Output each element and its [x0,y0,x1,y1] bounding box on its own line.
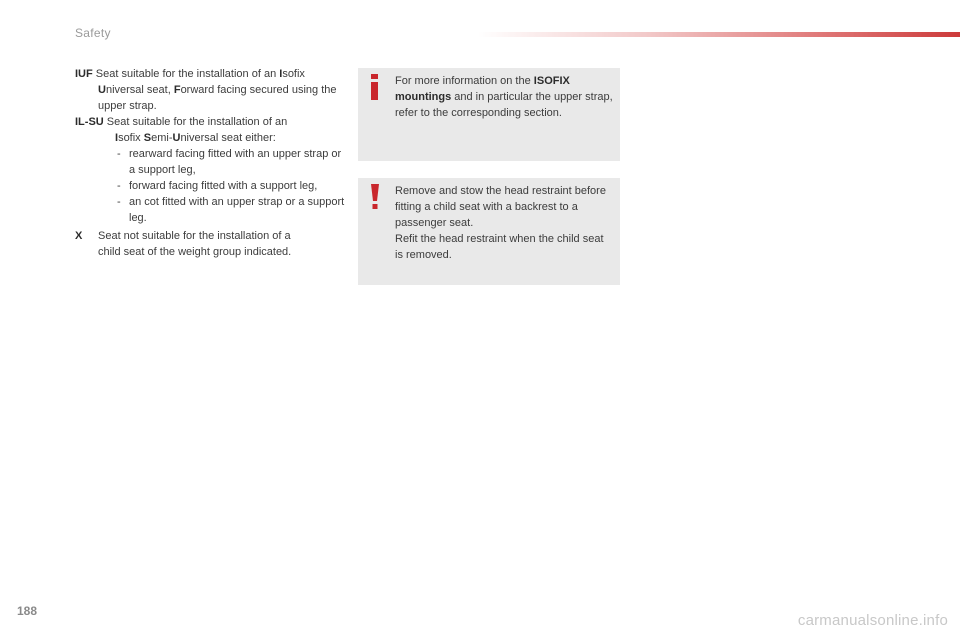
exclamation-icon [368,184,382,210]
legend-code: X [75,230,83,242]
watermark: carmanualsonline.info [797,612,948,629]
legend-entry-ilsu: IL-SU Seat suitable for the installation of an Isofix Semi-Universal seat either: - rearward facing fitted with an upper strap or a support leg, - forward facing fitted with a support leg, - an cot fitted with an upper strap or a support leg. [75,114,345,226]
warning-box [358,178,620,285]
warning-text: Remove and stow the head restraint before fitting a child seat with a backrest to a passenger seat. Refit the head restraint when the child seat is removed. [395,185,606,261]
legend-code: IUF [75,68,93,80]
section-title: Safety [75,26,111,40]
legend-entry-x: X Seat not suitable for the installation of a child seat of the weight group indicated. [75,230,292,258]
legend-entry-iuf: IUF Seat suitable for the installation of an Isofix Universal seat, Forward facing secured using the upper strap. [75,68,337,112]
list-item: - forward facing fitted with a support leg, [115,178,345,194]
list-item: - rearward facing fitted with an upper strap or a support leg, [115,146,345,178]
page-number: 188 [17,604,38,618]
list-item: - an cot fitted with an upper strap or a support leg. [115,194,345,226]
info-text: For more information on the ISOFIX mountings and in particular the upper strap, refer to the corresponding section. [395,75,613,119]
seat-code-legend [75,66,345,260]
legend-code: IL-SU [75,116,104,128]
ilsu-options-list [75,146,345,226]
header-accent-bar [478,32,960,37]
info-icon [368,74,382,100]
info-box [358,68,620,161]
